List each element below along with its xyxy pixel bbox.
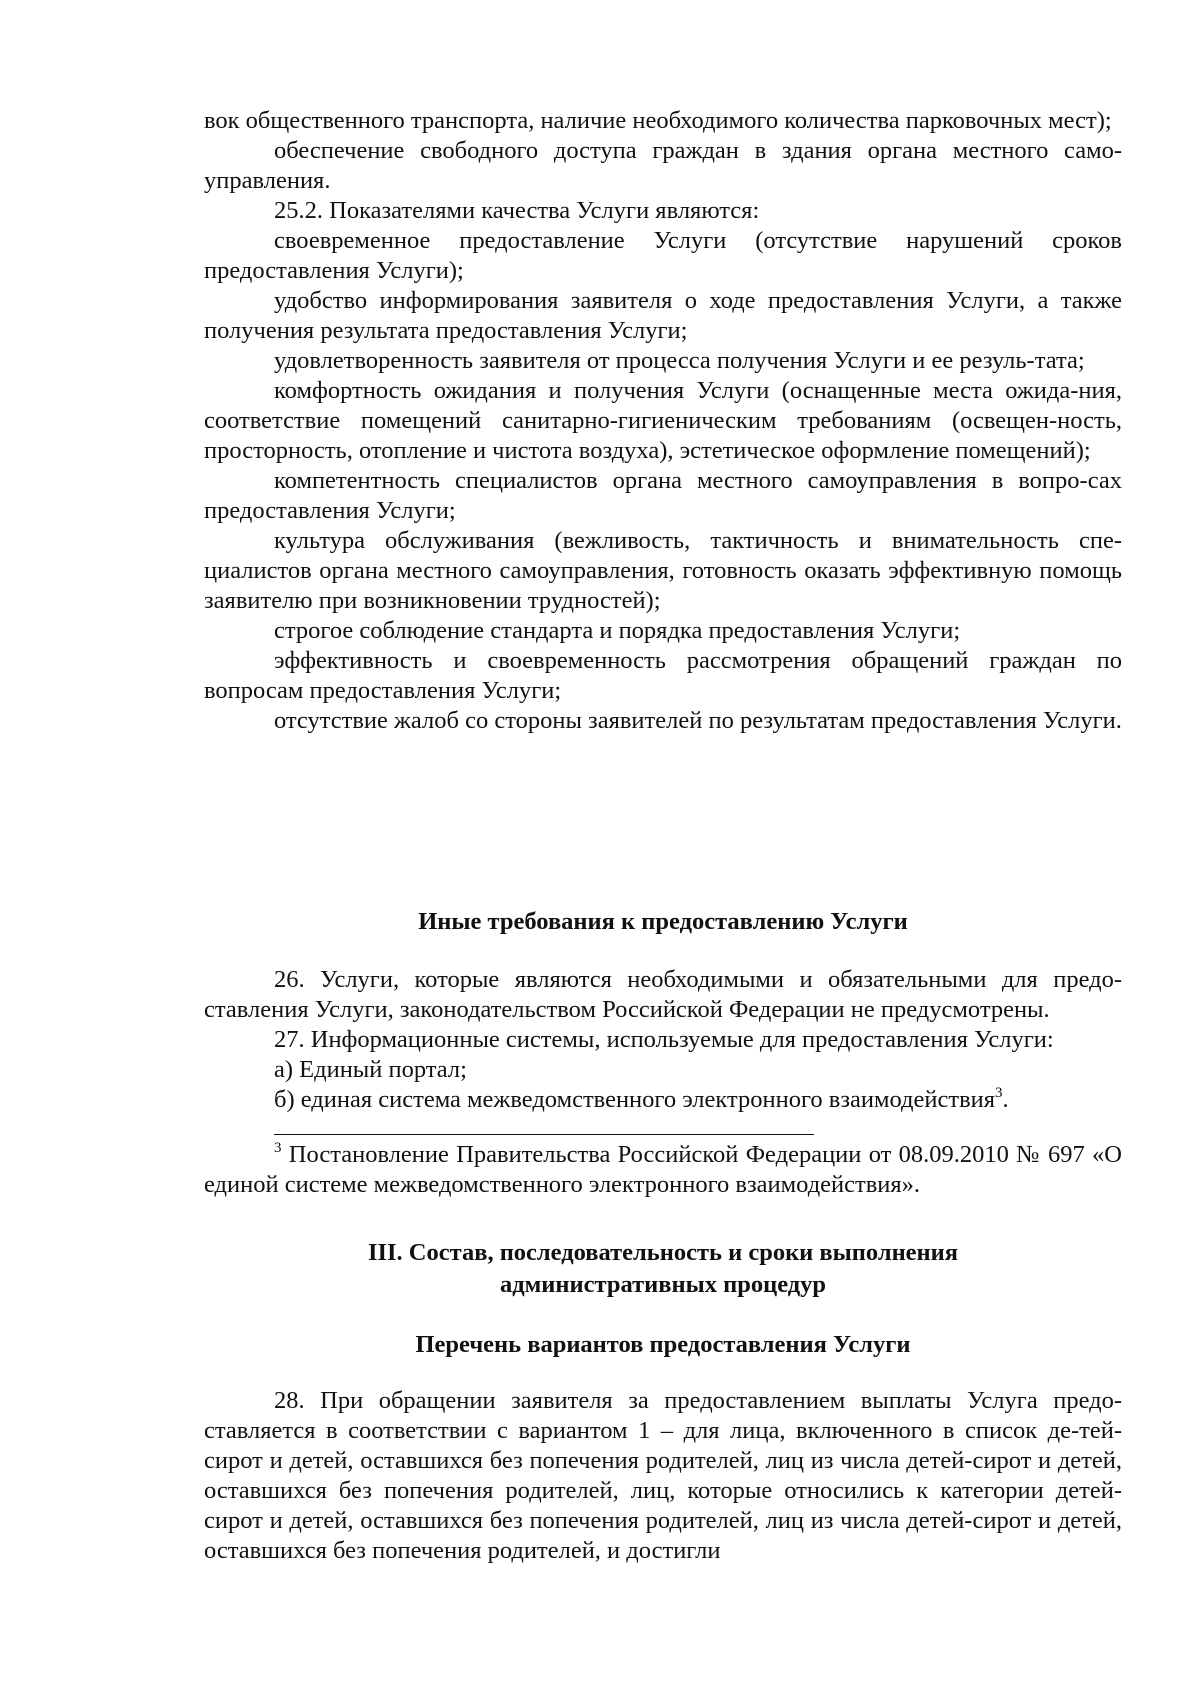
variants-block <box>204 1386 1122 1566</box>
other-requirements-block <box>204 965 1122 1115</box>
paragraph: обеспечение свободного доступа граждан в здания органа местного само-управления. <box>204 137 1122 194</box>
quality-criteria-block <box>204 106 1122 736</box>
heading-line: административных процедур <box>499 1271 827 1298</box>
list-item-end: . <box>1002 1086 1009 1113</box>
paragraph: 27. Информационные системы, используемые для предоставления Услуги: <box>274 1026 1054 1053</box>
list-item: а) Единый портал; <box>274 1056 467 1083</box>
paragraph: 26. Услуги, которые являются необходимыми и обязательными для предо-ставления Услуги, законодательством Российской Федерации не предусмотрены. <box>204 966 1122 1023</box>
section-heading-composition <box>204 1237 1122 1301</box>
heading-line: III. Состав, последовательность и сроки выполнения <box>367 1239 959 1266</box>
paragraph: компетентность специалистов органа местного самоуправления в вопро-сах предоставления Услуги; <box>204 467 1122 524</box>
footnote-mark: 3 <box>274 1140 282 1156</box>
paragraph: 25.2. Показателями качества Услуги являются: <box>274 197 760 224</box>
paragraph: вок общественного транспорта, наличие необходимого количества парковочных мест); <box>204 107 1112 134</box>
footnote <box>204 1140 1122 1200</box>
paragraph: своевременное предоставление Услуги (отсутствие нарушений сроков предоставления Услуги); <box>204 227 1122 284</box>
paragraph: отсутствие жалоб со стороны заявителей по результатам предоставления Услуги. <box>274 707 1122 734</box>
paragraph: комфортность ожидания и получения Услуги (оснащенные места ожида-ния, соответствие помещений санитарно-гигиеническим требованиям (освещен-ность, просторность, отопление и чистота воздуха), эстетическое оформление помещений); <box>204 377 1122 464</box>
footnote-text: Постановление Правительства Российской Федерации от 08.09.2010 № 697 «О единой системе межведомственного электронного взаимодействия». <box>204 1141 1122 1198</box>
section-heading-variants: Перечень вариантов предоставления Услуги <box>415 1331 911 1358</box>
list-item <box>204 1085 1122 1115</box>
paragraph: 28. При обращении заявителя за предоставлением выплаты Услуга предо-ставляется в соответствии с вариантом 1 – для лица, включенного в список де-тей-сирот и детей, оставшихся без попечения родителей, лиц из числа детей-сирот и детей, оставшихся без попечения родителей, лиц, которые относились к категории детей-сирот и детей, оставшихся без попечения родителей, лиц из числа детей-сирот и детей, оставшихся без попечения родителей, и достигли <box>204 1387 1122 1564</box>
footnote-separator <box>274 1134 814 1135</box>
list-item-text: б) единая система межведомственного электронного взаимодействия <box>274 1086 996 1113</box>
paragraph: удобство информирования заявителя о ходе предоставления Услуги, а также получения результата предоставления Услуги; <box>204 287 1122 344</box>
paragraph: строгое соблюдение стандарта и порядка предоставления Услуги; <box>274 617 961 644</box>
footnote-reference: 3 <box>995 1085 1003 1101</box>
paragraph: культура обслуживания (вежливость, тактичность и внимательность спе-циалистов органа местного самоуправления, готовность оказать эффективную помощь заявителю при возникновении трудностей); <box>204 527 1122 614</box>
section-heading-other-requirements: Иные требования к предоставлению Услуги <box>418 908 908 935</box>
paragraph: эффективность и своевременность рассмотрения обращений граждан по вопросам предоставления Услуги; <box>204 647 1122 704</box>
paragraph: удовлетворенность заявителя от процесса получения Услуги и ее резуль-тата; <box>274 347 1085 374</box>
